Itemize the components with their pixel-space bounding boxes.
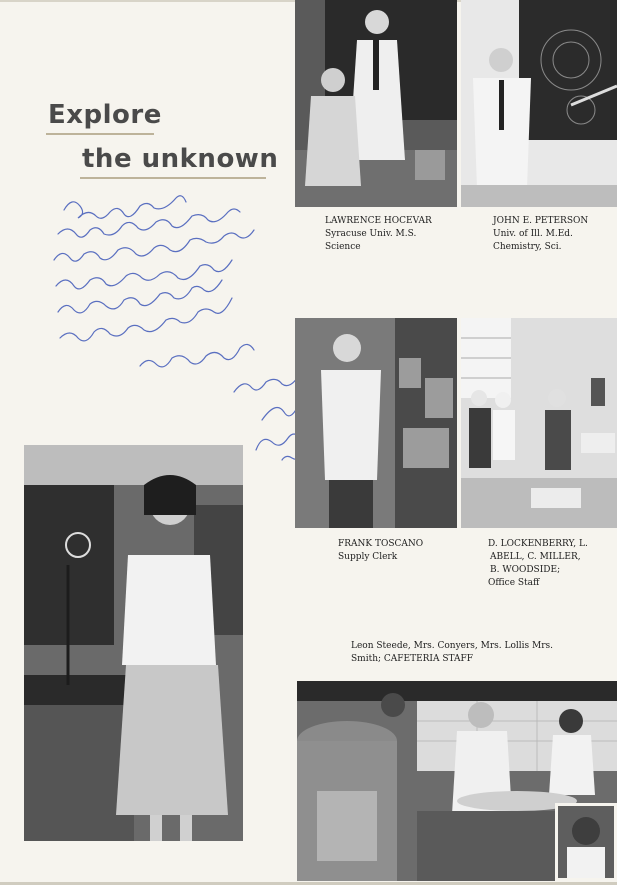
photo-cafeteria-staff [297,681,617,881]
photo-student-art [24,445,243,841]
caption-cafeteria [351,640,553,666]
caption-line: D. LOCKENBERRY, L. [488,539,588,549]
photo-john-peterson [461,0,617,207]
caption-line: Science [325,242,361,252]
caption-line: FRANK TOSCANO [338,539,424,549]
caption-line: JOHN E. PETERSON [493,216,589,226]
caption-line: ABELL, C. MILLER, [490,552,581,562]
photo-student-lab [24,445,243,841]
heading-the-unknown: the unknown [82,144,279,174]
heading-underline-1 [46,133,154,135]
caption-line: Office Staff [488,578,540,588]
photo-frank-toscano [295,318,457,528]
photo-office-art [461,318,617,528]
heading-explore: Explore [48,100,162,130]
caption-line: Smith; CAFETERIA STAFF [351,654,474,664]
photo-cafeteria-art [297,681,617,881]
photo-office-staff [461,318,617,528]
photo-peterson-art [461,0,617,207]
caption-hocevar [325,215,432,254]
caption-line: Chemistry, Sci. [493,242,562,252]
caption-line: Supply Clerk [338,552,398,562]
caption-line: Syracuse Univ. M.S. [325,229,417,239]
caption-toscano [338,538,423,564]
photo-lawrence-hocevar [295,0,457,207]
caption-peterson [493,215,588,254]
caption-office-staff [488,538,588,590]
photo-toscano-art [295,318,457,528]
photo-hocevar-art [295,0,457,207]
caption-line: Leon Steede, Mrs. Conyers, Mrs. Lollis Mrs. [351,641,553,651]
caption-line: LAWRENCE HOCEVAR [325,216,432,226]
caption-line: B. WOODSIDE; [490,565,561,575]
caption-line: Univ. of Ill. M.Ed. [493,229,573,239]
